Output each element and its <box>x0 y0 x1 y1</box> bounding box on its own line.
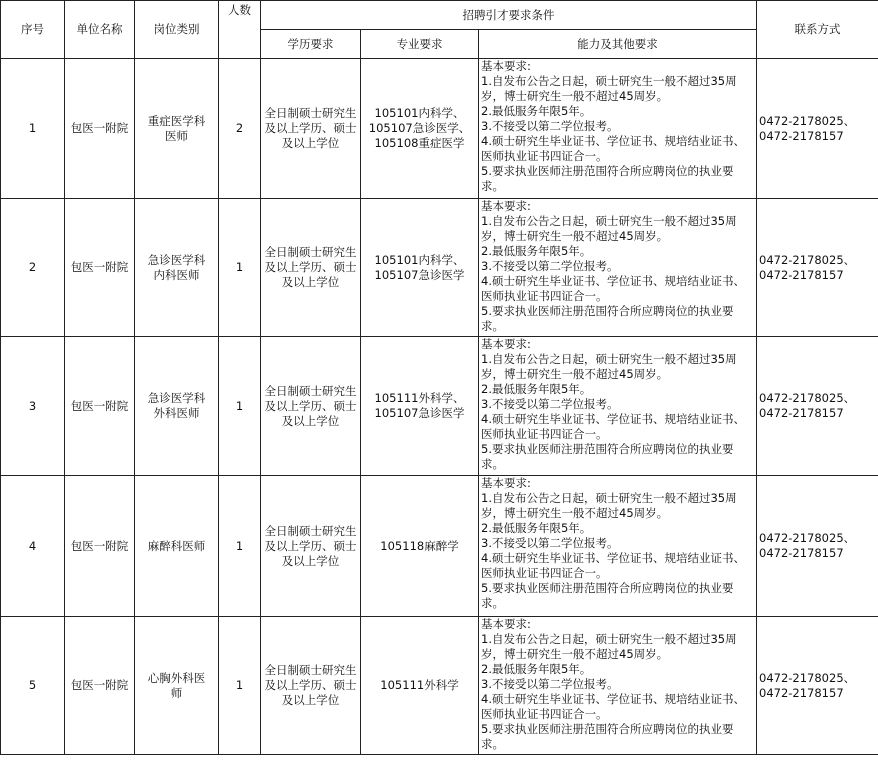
row-contact: 0472-2178025、0472-2178157 <box>757 199 878 337</box>
row-contact: 0472-2178025、0472-2178157 <box>757 337 878 476</box>
row-count: 1 <box>219 337 261 476</box>
row-contact: 0472-2178025、0472-2178157 <box>757 59 878 199</box>
header-major: 专业要求 <box>361 30 479 59</box>
requirement-line: 1.自发布公告之日起，硕士研究生一般不超过35周岁，博士研究生一般不超过45周岁。 <box>481 491 737 520</box>
row-category: 急诊医学科内科医师 <box>135 199 219 337</box>
requirement-line: 1.自发布公告之日起，硕士研究生一般不超过35周岁，博士研究生一般不超过45周岁。 <box>481 632 737 661</box>
row-seq: 3 <box>1 337 65 476</box>
header-education: 学历要求 <box>261 30 361 59</box>
row-count: 1 <box>219 617 261 755</box>
requirement-line: 2.最低服务年限5年。 <box>481 104 592 118</box>
row-requirements <box>479 199 757 337</box>
requirement-line: 4.硕士研究生毕业证书、学位证书、规培结业证书、医师执业证书四证合一。 <box>481 134 745 163</box>
row-category: 重症医学科医师 <box>135 59 219 199</box>
requirement-line: 1.自发布公告之日起，硕士研究生一般不超过35周岁，博士研究生一般不超过45周岁。 <box>481 214 737 243</box>
requirement-line: 4.硕士研究生毕业证书、学位证书、规培结业证书、医师执业证书四证合一。 <box>481 274 745 303</box>
requirement-line: 2.最低服务年限5年。 <box>481 382 592 396</box>
row-seq: 1 <box>1 59 65 199</box>
row-count: 1 <box>219 476 261 617</box>
requirement-line: 3.不接受以第二学位报考。 <box>481 119 619 133</box>
requirement-line: 2.最低服务年限5年。 <box>481 521 592 535</box>
row-requirements <box>479 617 757 755</box>
requirement-line: 5.要求执业医师注册范围符合所应聘岗位的执业要求。 <box>481 722 734 751</box>
major-line: 105111外科学、 <box>374 391 465 405</box>
requirement-line: 5.要求执业医师注册范围符合所应聘岗位的执业要求。 <box>481 442 734 471</box>
table-row <box>1 59 878 199</box>
major-line: 105107急诊医学 <box>374 406 465 420</box>
row-count: 1 <box>219 199 261 337</box>
row-unit: 包医一附院 <box>65 617 135 755</box>
requirement-line: 4.硕士研究生毕业证书、学位证书、规培结业证书、医师执业证书四证合一。 <box>481 551 745 580</box>
requirement-line: 4.硕士研究生毕业证书、学位证书、规培结业证书、医师执业证书四证合一。 <box>481 412 745 441</box>
row-category: 急诊医学科外科医师 <box>135 337 219 476</box>
row-seq: 2 <box>1 199 65 337</box>
table-row <box>1 617 878 755</box>
row-contact: 0472-2178025、0472-2178157 <box>757 476 878 617</box>
requirement-line: 1.自发布公告之日起，硕士研究生一般不超过35周岁，博士研究生一般不超过45周岁。 <box>481 74 737 103</box>
row-major <box>361 59 479 199</box>
header-count: 人数 <box>219 1 261 59</box>
header-seq: 序号 <box>1 1 65 59</box>
requirement-line: 3.不接受以第二学位报考。 <box>481 397 619 411</box>
row-education: 全日制硕士研究生及以上学历、硕士及以上学位 <box>261 617 361 755</box>
row-count: 2 <box>219 59 261 199</box>
row-seq: 4 <box>1 476 65 617</box>
requirement-line: 基本要求: <box>481 199 531 213</box>
table-row <box>1 199 878 337</box>
header-category: 岗位类别 <box>135 1 219 59</box>
row-category: 心胸外科医师 <box>135 617 219 755</box>
header-unit: 单位名称 <box>65 1 135 59</box>
row-education: 全日制硕士研究生及以上学历、硕士及以上学位 <box>261 337 361 476</box>
requirement-line: 基本要求: <box>481 617 531 631</box>
row-contact: 0472-2178025、0472-2178157 <box>757 617 878 755</box>
requirement-line: 2.最低服务年限5年。 <box>481 244 592 258</box>
row-education: 全日制硕士研究生及以上学历、硕士及以上学位 <box>261 59 361 199</box>
major-line: 105111外科学 <box>380 678 459 692</box>
row-education: 全日制硕士研究生及以上学历、硕士及以上学位 <box>261 199 361 337</box>
requirement-line: 1.自发布公告之日起，硕士研究生一般不超过35周岁，博士研究生一般不超过45周岁。 <box>481 352 737 381</box>
row-requirements <box>479 59 757 199</box>
major-line: 105107急诊医学 <box>374 267 465 282</box>
requirement-line: 4.硕士研究生毕业证书、学位证书、规培结业证书、医师执业证书四证合一。 <box>481 692 745 721</box>
row-major <box>361 617 479 755</box>
requirement-line: 3.不接受以第二学位报考。 <box>481 536 619 550</box>
header-ability: 能力及其他要求 <box>479 30 757 59</box>
major-line: 105101内科学、 <box>374 106 465 120</box>
row-unit: 包医一附院 <box>65 337 135 476</box>
requirement-line: 基本要求: <box>481 59 531 73</box>
requirement-line: 5.要求执业医师注册范围符合所应聘岗位的执业要求。 <box>481 164 734 193</box>
requirement-line: 基本要求: <box>481 476 531 490</box>
table-row <box>1 476 878 617</box>
row-seq: 5 <box>1 617 65 755</box>
row-major <box>361 199 479 337</box>
row-unit: 包医一附院 <box>65 476 135 617</box>
row-requirements <box>479 337 757 476</box>
row-education: 全日制硕士研究生及以上学历、硕士及以上学位 <box>261 476 361 617</box>
row-unit: 包医一附院 <box>65 59 135 199</box>
requirement-line: 基本要求: <box>481 337 531 351</box>
requirement-line: 3.不接受以第二学位报考。 <box>481 259 619 273</box>
row-major <box>361 337 479 476</box>
requirement-line: 2.最低服务年限5年。 <box>481 662 592 676</box>
major-line: 105101内科学、 <box>374 252 465 267</box>
table-row <box>1 337 878 476</box>
header-conditions: 招聘引才要求条件 <box>261 1 757 30</box>
requirement-line: 5.要求执业医师注册范围符合所应聘岗位的执业要求。 <box>481 304 734 333</box>
row-requirements <box>479 476 757 617</box>
row-category: 麻醉科医师 <box>135 476 219 617</box>
requirement-line: 3.不接受以第二学位报考。 <box>481 677 619 691</box>
major-line: 105108重症医学 <box>374 136 465 150</box>
row-major <box>361 476 479 617</box>
major-line: 105107急诊医学、 <box>368 121 471 135</box>
major-line: 105118麻醉学 <box>380 538 459 553</box>
header-contact: 联系方式 <box>757 1 878 59</box>
row-unit: 包医一附院 <box>65 199 135 337</box>
requirement-line: 5.要求执业医师注册范围符合所应聘岗位的执业要求。 <box>481 581 734 610</box>
